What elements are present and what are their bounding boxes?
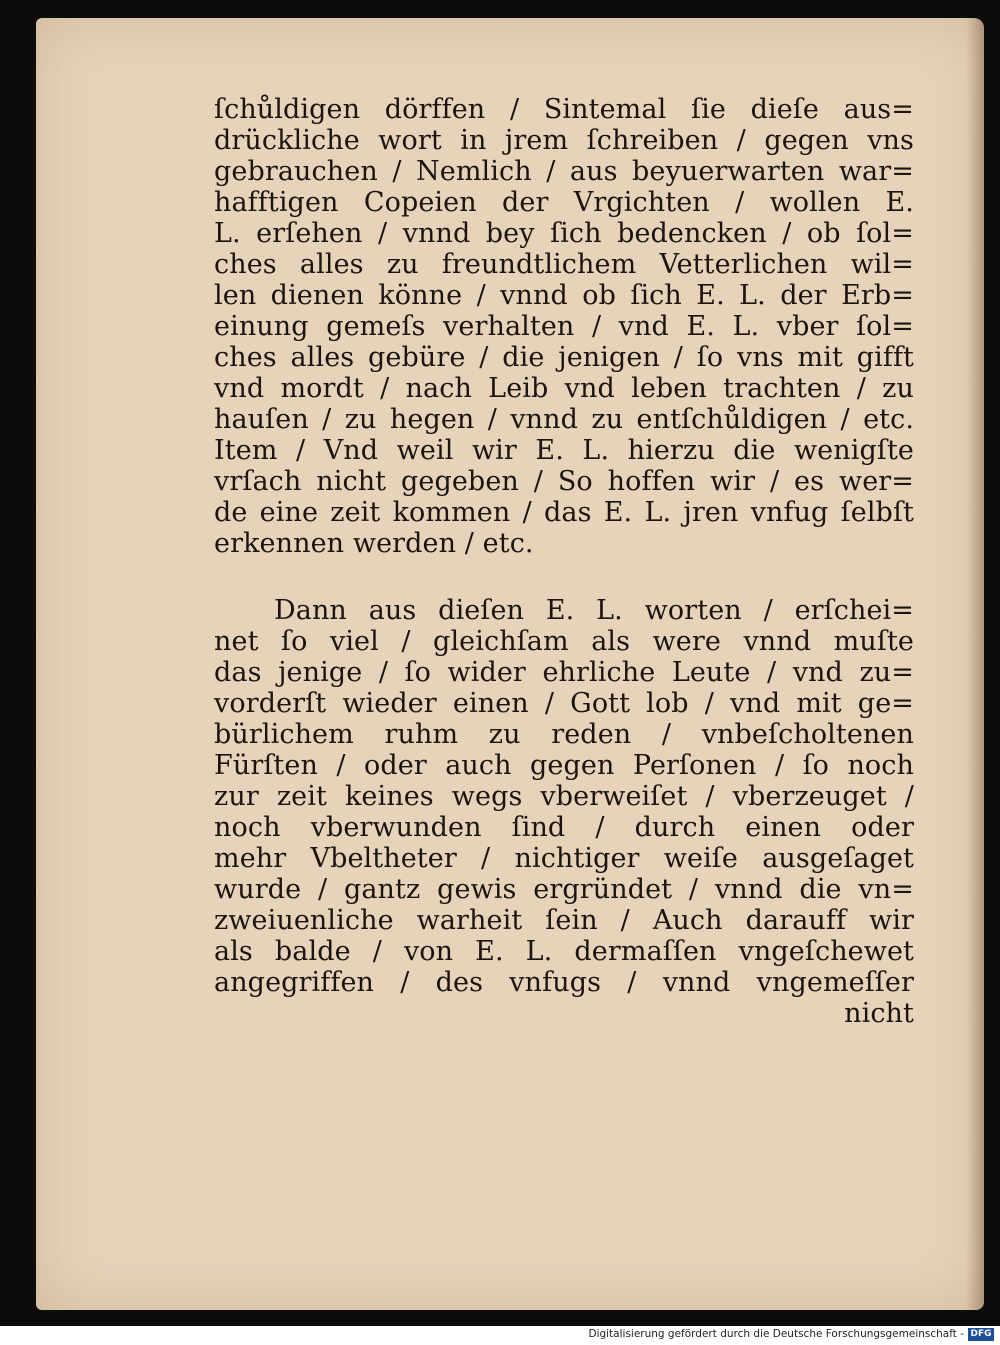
text-line: das jenige / ſo wider ehrliche Leute / vnd zu= <box>214 657 914 688</box>
text-line: hafftigen Copeien der Vrgichten / wollen E. <box>214 187 914 218</box>
catchword: nicht <box>844 998 914 1029</box>
text-line: ſchůldigen dörffen / Sintemal ſie dieſe aus= <box>214 94 914 125</box>
text-line: wurde / gantz gewis ergründet / vnnd die vn= <box>214 874 914 905</box>
text-line: drückliche wort in jrem ſchreiben / gegen vns <box>214 125 914 156</box>
text-line: len dienen könne / vnnd ob ſich E. L. der Erb= <box>214 280 914 311</box>
text-line: L. erſehen / vnnd bey ſich bedencken / ob ſol= <box>214 218 914 249</box>
text-line: ches alles zu freundtlichem Vetterlichen wil= <box>214 249 914 280</box>
text-line: einung gemeſs verhalten / vnd E. L. vber ſol= <box>214 311 914 342</box>
text-line: angegriffen / des vnfugs / vnnd vngemeſſer <box>214 967 914 998</box>
text-line: Dann aus dieſen E. L. worten / erſchei= <box>274 595 914 626</box>
funding-notice: Digitalisierung gefördert durch die Deutsche Forschungsgemeinschaft - <box>588 1328 964 1340</box>
text-line: vrſach nicht gegeben / So hoffen wir / es wer= <box>214 466 914 497</box>
text-line: ches alles gebüre / die jenigen / ſo vns mit gifft <box>214 342 914 373</box>
footer-bar <box>0 1326 1000 1345</box>
text-line: hauſen / zu hegen / vnnd zu entſchůldigen / etc. <box>214 404 914 435</box>
page-edge-shadow <box>966 18 984 1310</box>
text-line: erkennen werden / etc. <box>214 528 534 559</box>
text-line: zur zeit keines wegs vberweiſet / vberzeuget / <box>214 781 914 812</box>
text-line: vnd mordt / nach Leib vnd leben trachten / zu <box>214 373 914 404</box>
text-line: Fürſten / oder auch gegen Perſonen / ſo noch <box>214 750 914 781</box>
text-line: gebrauchen / Nemlich / aus beyuerwarten war= <box>214 156 914 187</box>
text-line: bürlichem ruhm zu reden / vnbeſcholtenen <box>214 719 914 750</box>
text-line: mehr Vbeltheter / nichtiger weiſe ausgeſaget <box>214 843 914 874</box>
text-line: als balde / von E. L. dermaſſen vngeſchewet <box>214 936 914 967</box>
page-text-block <box>214 94 914 1029</box>
text-line: de eine zeit kommen / das E. L. jren vnfug ſelbſt <box>214 497 914 528</box>
text-line: net ſo viel / gleichſam als were vnnd muſte <box>214 626 914 657</box>
text-line: zweiuenliche warheit ſein / Auch darauff wir <box>214 905 914 936</box>
dfg-logo-icon: DFG <box>968 1328 994 1341</box>
text-line: Item / Vnd weil wir E. L. hierzu die wenigſte <box>214 435 914 466</box>
paragraph-gap <box>214 559 914 595</box>
text-line: vorderſt wieder einen / Gott lob / vnd mit ge= <box>214 688 914 719</box>
text-line: noch vberwunden ſind / durch einen oder <box>214 812 914 843</box>
